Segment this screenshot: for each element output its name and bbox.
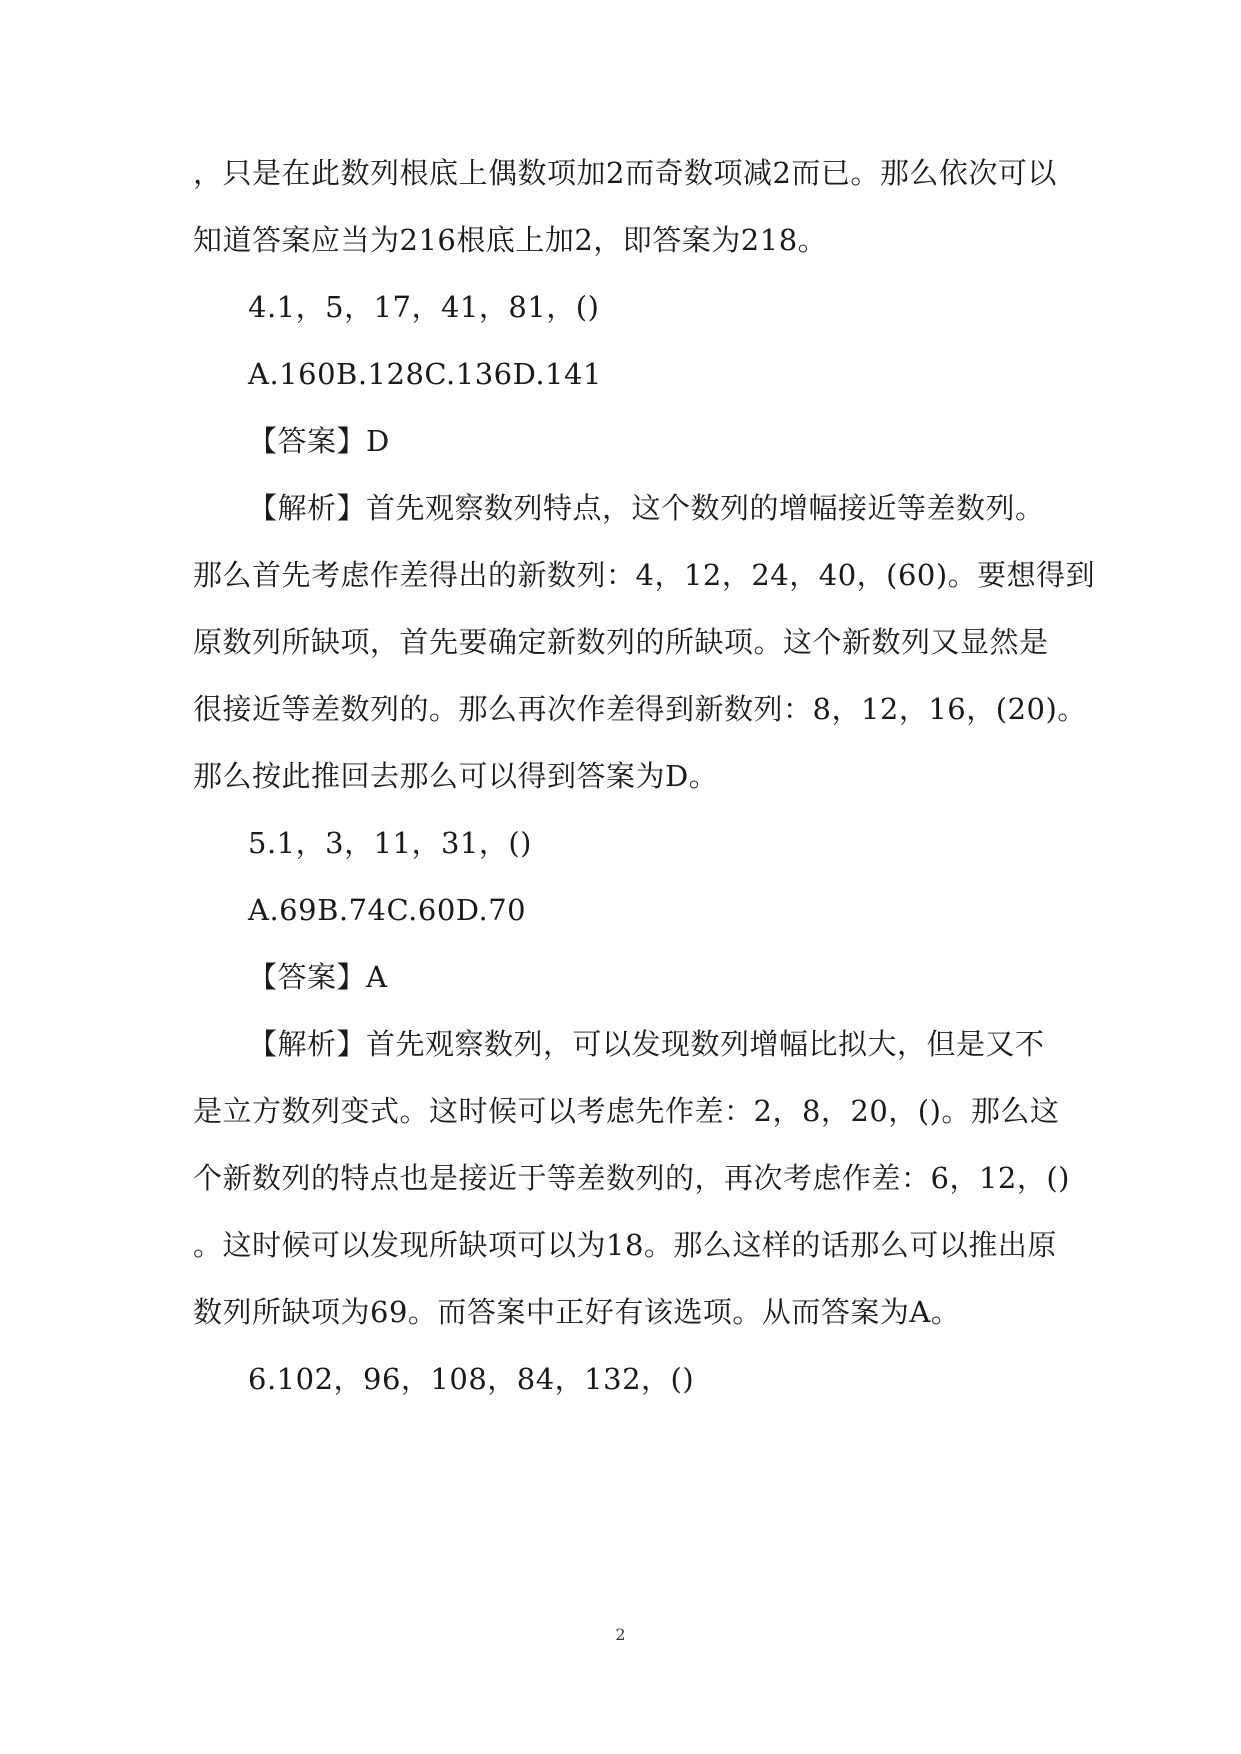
text-line: 原数列所缺项，首先要确定新数列的所缺项。这个新数列又显然是 <box>193 625 1049 659</box>
text-line: 那么首先考虑作差得出的新数列：4，12，24，40，(60)。要想得到 <box>193 558 1096 592</box>
text-line: 是立方数列变式。这时候可以考虑先作差：2，8，20，()。那么这 <box>193 1094 1060 1128</box>
text-line: 数列所缺项为69。而答案中正好有该选项。从而答案为A。 <box>193 1295 961 1329</box>
page-number: 2 <box>615 1625 626 1644</box>
question-4: 4.1，5，17，41，81，() <box>248 290 600 324</box>
text-line: 。这时候可以发现所缺项可以为18。那么这样的话那么可以推出原 <box>193 1228 1057 1262</box>
text-line: ，只是在此数列根底上偶数项加2而奇数项减2而已。那么依次可以 <box>193 156 1057 190</box>
text-line: 那么按此推回去那么可以得到答案为D。 <box>193 759 719 793</box>
question-5-answer: 【答案】A <box>248 960 388 994</box>
question-4-options: A.160B.128C.136D.141 <box>248 357 602 391</box>
question-4-answer: 【答案】D <box>248 424 390 458</box>
question-4-analysis: 【解析】首先观察数列特点，这个数列的增幅接近等差数列。 <box>248 491 1045 525</box>
text-line: 个新数列的特点也是接近于等差数列的，再次考虑作差：6，12，() <box>193 1161 1070 1195</box>
question-6: 6.102，96，108，84，132，() <box>248 1362 695 1396</box>
question-5-analysis: 【解析】首先观察数列，可以发现数列增幅比拟大，但是又不 <box>248 1027 1045 1061</box>
question-5: 5.1，3，11，31，() <box>248 826 533 860</box>
text-line: 很接近等差数列的。那么再次作差得到新数列：8，12，16，(20)。 <box>193 692 1087 726</box>
text-line: 知道答案应当为216根底上加2，即答案为218。 <box>193 223 828 257</box>
question-5-options: A.69B.74C.60D.70 <box>248 893 527 927</box>
